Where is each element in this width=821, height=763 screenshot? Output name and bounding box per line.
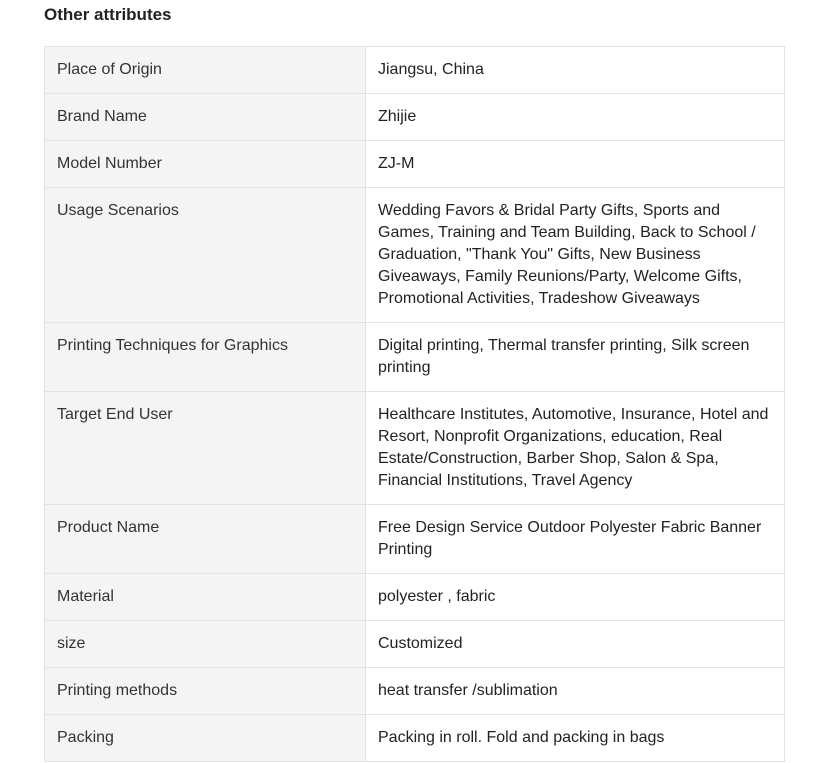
attribute-key: Printing Techniques for Graphics [45,323,366,392]
attribute-value: Healthcare Institutes, Automotive, Insurance, Hotel and Resort, Nonprofit Organizations, education, Real Estate/Construction, Barber Shop, Salon & Spa, Financial Institutions, Travel Agency [366,392,785,505]
table-row [45,323,785,392]
attribute-key: Model Number [45,141,366,188]
table-row [45,94,785,141]
table-row [45,574,785,621]
table-row [45,668,785,715]
attribute-key: Packing [45,715,366,762]
table-row [45,392,785,505]
attribute-value: Wedding Favors & Bridal Party Gifts, Sports and Games, Training and Team Building, Back to School / Graduation, "Thank You" Gifts, New Business Giveaways, Family Reunions/Party, Welcome Gifts, Promotional Activities, Tradeshow Giveaways [366,188,785,323]
table-row [45,715,785,762]
table-row [45,141,785,188]
attribute-key: Target End User [45,392,366,505]
attribute-key: size [45,621,366,668]
table-row [45,621,785,668]
attribute-value: Free Design Service Outdoor Polyester Fabric Banner Printing [366,505,785,574]
attribute-value: Zhijie [366,94,785,141]
section-title: Other attributes [44,5,172,24]
attribute-key: Material [45,574,366,621]
attribute-key: Product Name [45,505,366,574]
table-row [45,47,785,94]
table-row [45,505,785,574]
attribute-value: heat transfer /sublimation [366,668,785,715]
attribute-value: polyester , fabric [366,574,785,621]
attribute-key: Printing methods [45,668,366,715]
attribute-value: Customized [366,621,785,668]
attributes-table [44,46,785,762]
attribute-value: Jiangsu, China [366,47,785,94]
table-row [45,188,785,323]
attribute-value: ZJ-M [366,141,785,188]
attribute-key: Brand Name [45,94,366,141]
attribute-value: Packing in roll. Fold and packing in bags [366,715,785,762]
attribute-value: Digital printing, Thermal transfer printing, Silk screen printing [366,323,785,392]
attribute-key: Place of Origin [45,47,366,94]
attribute-key: Usage Scenarios [45,188,366,323]
